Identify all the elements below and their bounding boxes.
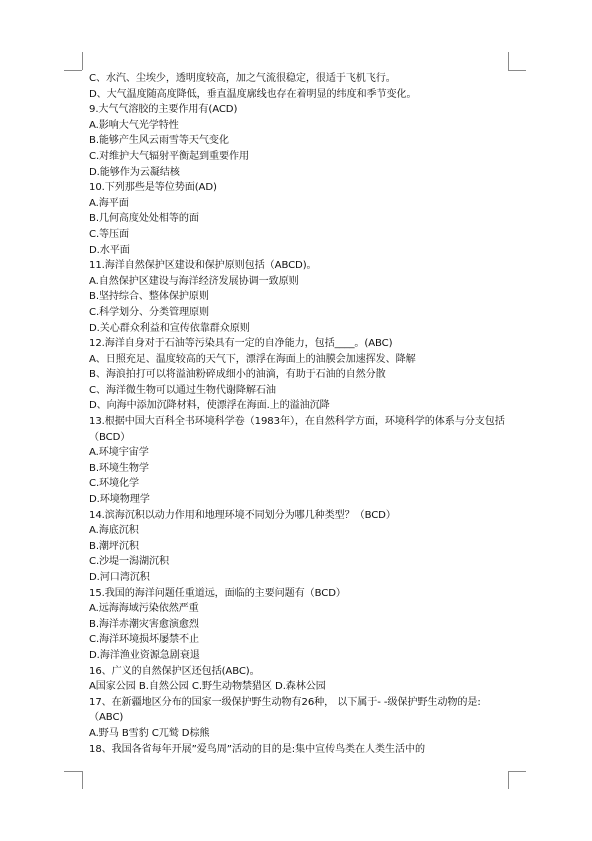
option-line: D.环境物理学 [89,494,150,506]
option-line: D.海洋渔业资源急剧衰退 [89,649,200,661]
option-line: A国家公园 B.自然公园 C.野生动物禁猎区 D.森林公园 [89,681,326,693]
option-line: A.野马 B雪豹 C兀鹫 D棕熊 [89,727,210,739]
question-14: 14.滨海沉积以动力作用和地理环境不同划分为哪几种类型？（BCD） [89,509,396,521]
question-12: 12.海洋自身对于石油等污染具有一定的自净能力，包括____。(ABC) [89,338,393,350]
crop-mark-bottom-right-v [508,771,509,789]
crop-mark-top-right-v [508,52,509,70]
option-line: A.影响大气光学特性 [89,119,179,131]
option-line: B、海浪拍打可以将溢油粉碎成细小的油滴，有助于石油的自然分散 [89,369,386,381]
option-line: A.自然保护区建设与海洋经济发展协调一致原则 [89,275,299,287]
question-16: 16、广义的自然保护区还包括(ABC)。 [89,665,260,677]
text-line: D、大气温度随高度降低，垂直温度廓线也存在着明显的纬度和季节变化。 [89,88,417,100]
option-line: A.海平面 [89,197,129,209]
question-9: 9.大气气溶胶的主要作用有(ACD) [89,104,238,116]
question-15: 15.我国的海洋问题任重道远，面临的主要问题有（BCD） [89,587,346,599]
document-body [89,71,507,757]
option-line: B.坚持综合、整体保护原则 [89,291,209,303]
option-line: A.远海海域污染依然严重 [89,603,199,615]
option-line: D.关心群众利益和宣传依靠群众原则 [89,322,250,334]
text-line: C、水汽、尘埃少，透明度较高，加之气流很稳定，很适于飞机飞行。 [89,73,396,84]
question-13: 13.根据中国大百科全书环境科学卷（1983年），在自然科学方面，环境科学的体系与分支包括（BCD） [89,416,505,443]
option-line: B.环境生物学 [89,462,149,474]
crop-mark-bottom-left-h [64,771,82,772]
crop-mark-bottom-left-v [82,771,83,789]
option-line: D、向海中添加沉降材料，使漂浮在海面.上的溢油沉降 [89,400,330,412]
option-line: B.能够产生风云雨雪等天气变化 [89,135,229,147]
crop-mark-top-left-v [82,52,83,70]
option-line: C、海洋微生物可以通过生物代谢降解石油 [89,384,276,396]
option-line: B.海洋赤潮灾害愈演愈烈 [89,618,199,630]
option-line: D.水平面 [89,244,130,256]
option-line: A、日照充足、温度较高的天气下，漂浮在海面上的油膜会加速挥发、降解 [89,353,416,365]
option-line: C.海洋环境损坏屡禁不止 [89,634,199,646]
crop-mark-top-left-h [64,70,82,71]
crop-mark-bottom-right-h [508,771,526,772]
question-18: 18、我国各省每年开展”爱鸟周”活动的目的是:集中宣传鸟类在人类生活中的 [89,743,426,755]
option-line: B.潮坪沉积 [89,540,139,552]
question-10: 10.下列那些是等位势面(AD) [89,182,217,194]
option-line: D.能够作为云凝结核 [89,166,180,178]
question-17: 17、在新疆地区分布的国家一级保护野生动物有26种， 以下属于- -级保护野生动物的是:（ABC) [89,696,481,724]
crop-mark-top-right-h [508,70,526,71]
question-11: 11.海洋自然保护区建设和保护原则包括（ABCD)。 [89,260,317,272]
option-line: C.沙堤一潟湖沉积 [89,556,170,568]
option-line: C.环境化学 [89,478,140,490]
option-line: B.几何高度处处相等的面 [89,213,199,225]
option-line: A.海底沉积 [89,525,139,537]
option-line: A.环境宇宙学 [89,447,149,459]
option-line: C.对维护大气辐射平衡起到重要作用 [89,150,249,162]
option-line: D.河口湾沉积 [89,572,150,583]
option-line: C.科学划分、分类管理原则 [89,306,209,318]
option-line: C.等压面 [89,228,130,240]
